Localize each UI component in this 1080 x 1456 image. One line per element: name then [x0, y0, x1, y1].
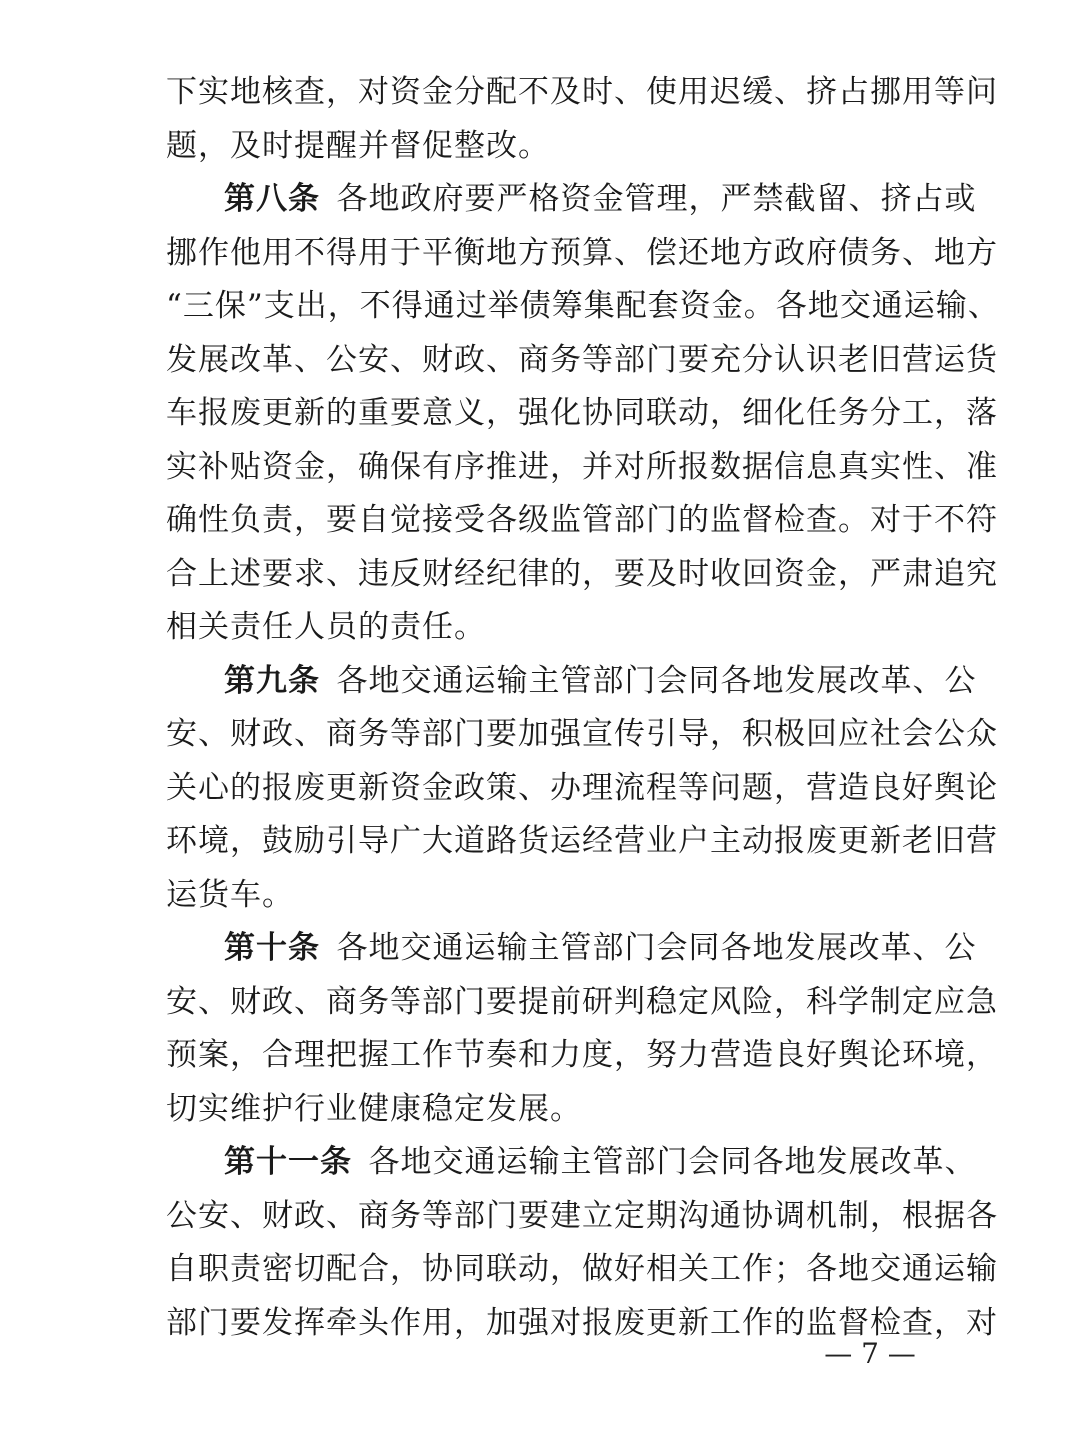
line-text: 挪作他用不得用于平衡地方预算、偿还地方政府债务、地方 — [166, 234, 998, 271]
line-text: 下实地核查，对资金分配不及时、使用迟缓、挤占挪用等问 — [166, 74, 998, 110]
article-label: 第十条 — [224, 930, 320, 966]
paragraph-line — [166, 1083, 918, 1137]
paragraph-line — [166, 1243, 998, 1297]
line-text: 发展改革、公安、财政、商务等部门要充分认识老旧营运货 — [166, 341, 998, 378]
paragraph-line — [166, 708, 998, 762]
paragraph-line — [166, 120, 918, 174]
article-label: 第八条 — [224, 181, 320, 217]
paragraph-line — [166, 66, 998, 120]
paragraph-line — [166, 334, 998, 388]
line-text: 公安、财政、商务等部门要建立定期沟通协调机制，根据各 — [166, 1197, 998, 1234]
line-text: 各地交通运输主管部门会同各地发展改革、公 — [336, 930, 977, 966]
paragraph-line — [166, 815, 998, 869]
line-text: 车报废更新的重要意义，强化协同联动，细化任务分工，落 — [166, 395, 998, 431]
paragraph-line — [166, 227, 998, 281]
line-text: 相关责任人员的责任。 — [166, 609, 486, 645]
paragraph-line — [166, 173, 977, 227]
line-text: 合上述要求、违反财经纪律的，要及时收回资金，严肃追究 — [166, 555, 998, 592]
line-text: 安、财政、商务等部门要提前研判稳定风险，科学制定应急 — [166, 983, 998, 1020]
line-text: 预案，合理把握工作节奏和力度，努力营造良好舆论环境， — [166, 1037, 998, 1073]
line-text: 实补贴资金，确保有序推进，并对所报数据信息真实性、准 — [166, 448, 998, 485]
paragraph-line — [166, 976, 998, 1030]
paragraph-line — [166, 441, 998, 495]
paragraph-line — [166, 762, 998, 816]
article-label: 第十一条 — [224, 1144, 352, 1180]
document-body — [166, 66, 1000, 1350]
line-text: 运货车。 — [166, 876, 294, 913]
line-text: 各地交通运输主管部门会同各地发展改革、 — [368, 1144, 977, 1180]
paragraph-line — [166, 1136, 977, 1190]
paragraph-line — [166, 869, 918, 923]
paragraph-line — [166, 387, 998, 441]
line-text: 自职责密切配合，协同联动，做好相关工作；各地交通运输 — [166, 1251, 998, 1287]
line-text: 各地交通运输主管部门会同各地发展改革、公 — [336, 662, 977, 699]
paragraph-line — [166, 548, 998, 602]
line-text: “三保”支出，不得通过举债筹集配套资金。各地交通运输、 — [166, 288, 1000, 324]
paragraph-line — [166, 922, 977, 976]
line-text: 部门要发挥牵头作用，加强对报废更新工作的监督检查，对 — [166, 1304, 998, 1341]
paragraph-line — [166, 1029, 998, 1083]
line-text: 环境，鼓励引导广大道路货运经营业户主动报废更新老旧营 — [166, 823, 998, 859]
paragraph-line — [166, 655, 977, 709]
article-label: 第九条 — [224, 662, 320, 699]
page-number: — 7 — — [824, 1337, 916, 1370]
paragraph-line — [166, 1190, 998, 1244]
line-text: 各地政府要严格资金管理，严禁截留、挤占或 — [336, 181, 977, 217]
paragraph-line — [166, 1297, 998, 1351]
line-text: 题，及时提醒并督促整改。 — [166, 127, 550, 164]
paragraph-line — [166, 494, 998, 548]
line-text: 关心的报废更新资金政策、办理流程等问题，营造良好舆论 — [166, 769, 998, 806]
paragraph-line — [166, 280, 1000, 334]
line-text: 切实维护行业健康稳定发展。 — [166, 1090, 582, 1127]
line-text: 安、财政、商务等部门要加强宣传引导，积极回应社会公众 — [166, 716, 998, 752]
paragraph-line — [166, 601, 918, 655]
line-text: 确性负责，要自觉接受各级监管部门的监督检查。对于不符 — [166, 502, 998, 538]
